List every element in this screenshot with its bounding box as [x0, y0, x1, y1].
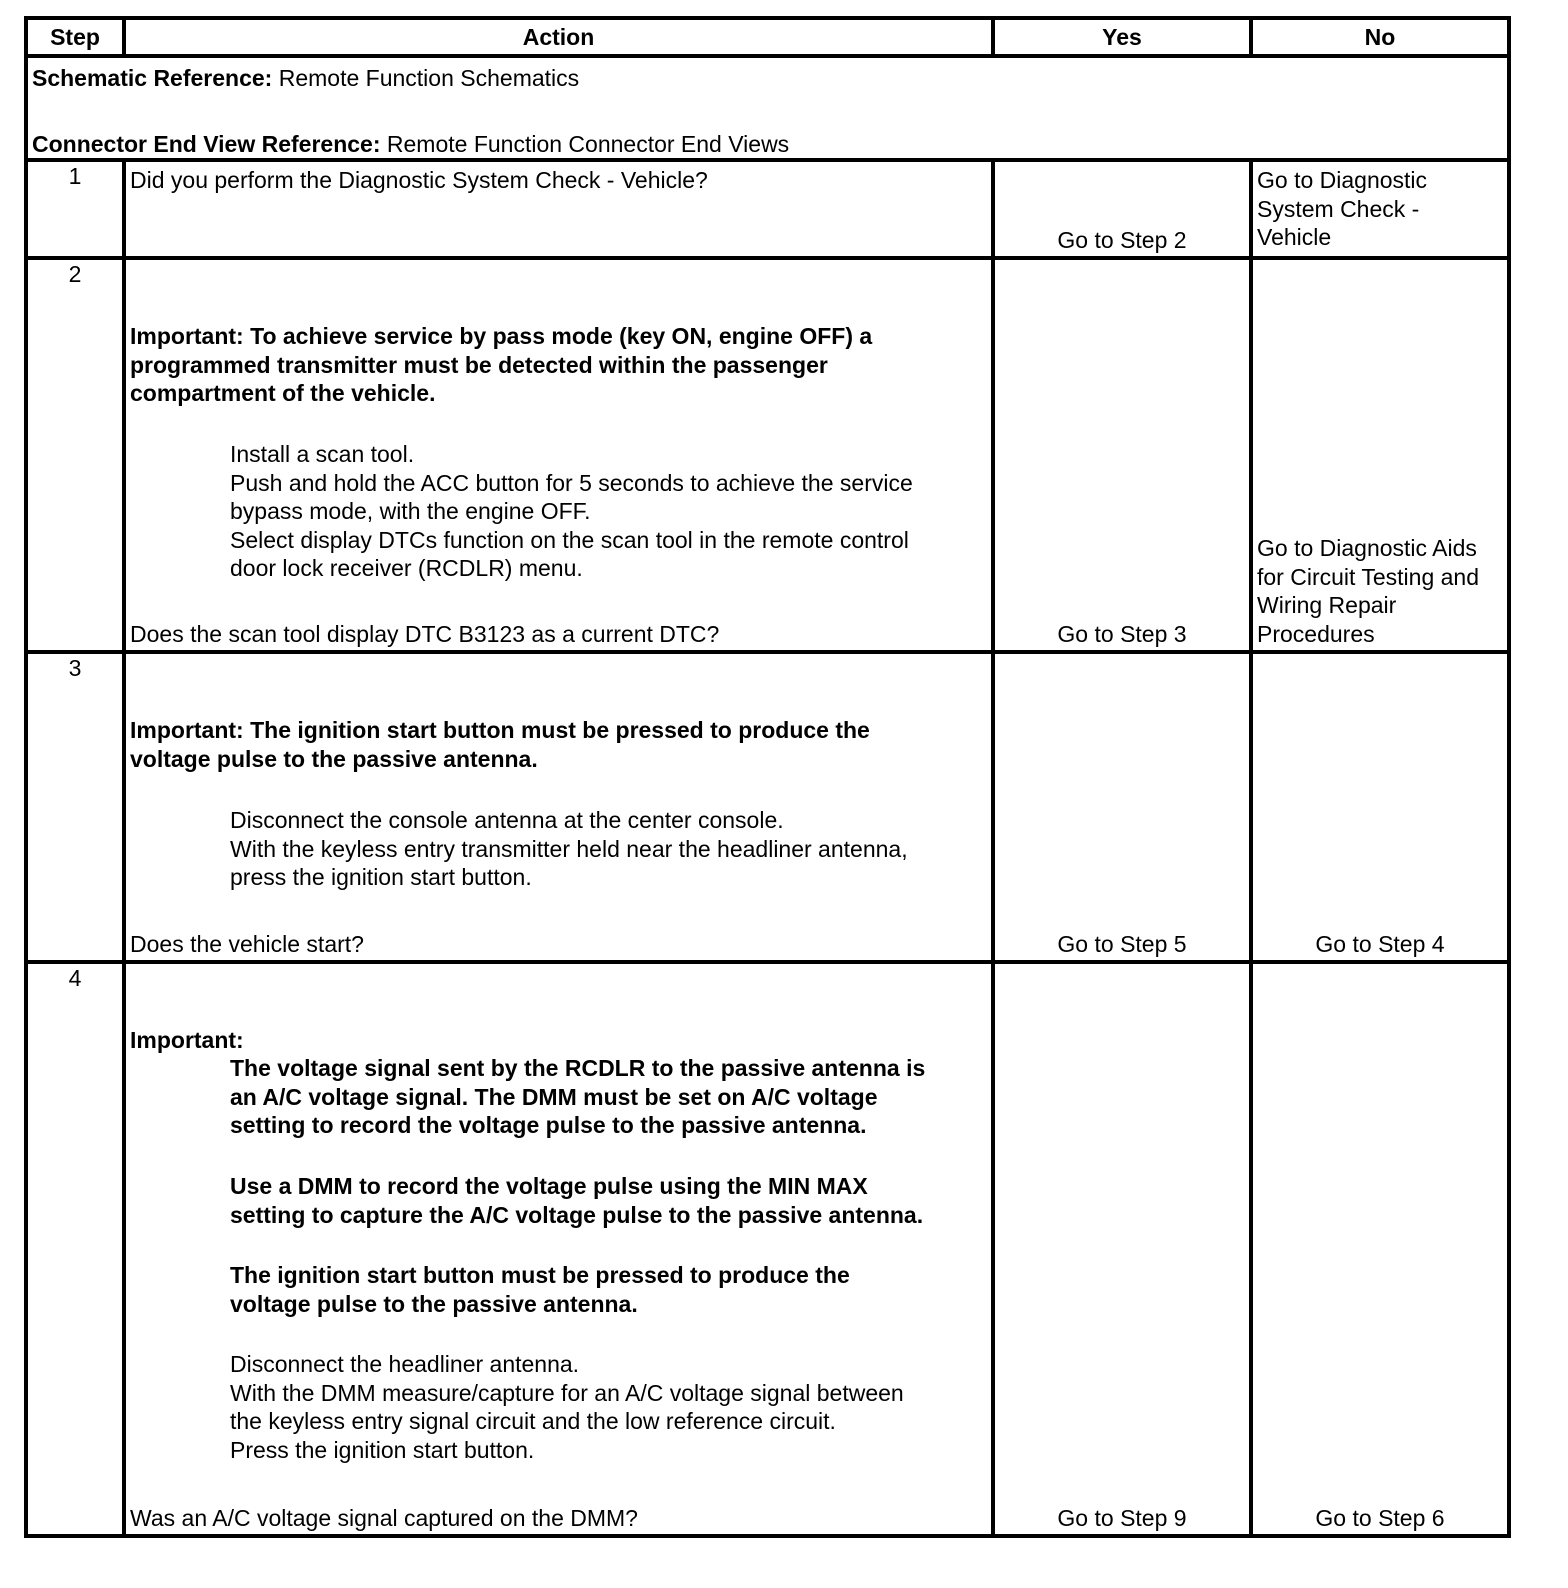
yes-result: Go to Step 2 [1057, 226, 1187, 253]
action-line: Press the ignition start button. [230, 1436, 535, 1463]
step-row-3 [26, 652, 1509, 962]
connector-reference-label: Connector End View Reference: [32, 131, 381, 157]
important-line: Use a DMM to record the voltage pulse using the MIN MAX [230, 1173, 868, 1199]
important-line: setting to capture the A/C voltage pulse to the passive antenna. [230, 1201, 924, 1228]
step-question: Does the scan tool display DTC B3123 as a current DTC? [130, 620, 720, 647]
schematic-reference-value: Remote Function Schematics [278, 65, 580, 91]
yes-result: Go to Step 3 [1057, 620, 1187, 647]
header-row [26, 18, 1509, 56]
important-line: programmed transmitter must be detected within the passenger [130, 351, 828, 378]
step-no [1251, 258, 1509, 652]
action-line: With the DMM measure/capture for an A/C voltage signal between [230, 1379, 904, 1406]
header-no: No [1251, 18, 1509, 56]
action-line: press the ignition start button. [230, 864, 532, 890]
no-result-line: Vehicle [1257, 224, 1332, 250]
no-result [1257, 534, 1505, 648]
action-line: Push and hold the ACC button for 5 seconds to achieve the service [230, 469, 913, 496]
important-note [130, 1261, 987, 1318]
important-note [130, 1172, 987, 1229]
step-yes [993, 962, 1251, 1536]
step-no [1251, 160, 1509, 258]
no-result: Go to Step 6 [1315, 1504, 1445, 1531]
step-question: Did you perform the Diagnostic System Check - Vehicle? [130, 167, 708, 193]
important-line: voltage pulse to the passive antenna. [230, 1290, 638, 1317]
step-yes [993, 258, 1251, 652]
header-yes: Yes [993, 18, 1251, 56]
important-label: Important: [130, 1027, 244, 1053]
action-list [130, 806, 987, 892]
step-action [124, 962, 993, 1536]
action-list [130, 440, 987, 583]
references-cell [26, 56, 1509, 160]
step-no [1251, 652, 1509, 962]
action-line: door lock receiver (RCDLR) menu. [230, 555, 583, 581]
action-line: the keyless entry signal circuit and the low reference circuit. [230, 1408, 836, 1434]
step-row-2 [26, 258, 1509, 652]
no-result-line: for Circuit Testing and [1257, 563, 1480, 590]
connector-reference-value: Remote Function Connector End Views [386, 131, 790, 157]
important-note [130, 1054, 987, 1140]
step-number: 3 [26, 652, 124, 962]
connector-reference [32, 130, 789, 159]
step-action [124, 160, 993, 258]
step-question: Was an A/C voltage signal captured on the DMM? [130, 1504, 638, 1531]
no-result-line: Go to Diagnostic Aids [1257, 535, 1477, 561]
step-row-4 [26, 962, 1509, 1536]
step-action [124, 652, 993, 962]
no-result-line: System Check - [1257, 195, 1420, 222]
action-line: Select display DTCs function on the scan tool in the remote control [230, 526, 909, 553]
important-line: voltage pulse to the passive antenna. [130, 745, 538, 772]
header-step: Step [26, 18, 124, 56]
action-line: Install a scan tool. [230, 441, 415, 467]
important-line: setting to record the voltage pulse to the passive antenna. [230, 1112, 867, 1138]
step-no [1251, 962, 1509, 1536]
no-result: Go to Step 4 [1315, 930, 1445, 957]
step-yes [993, 652, 1251, 962]
no-result-line: Procedures [1257, 620, 1375, 647]
important-line: an A/C voltage signal. The DMM must be set on A/C voltage [230, 1083, 878, 1110]
important-line: The voltage signal sent by the RCDLR to the passive antenna is [230, 1055, 926, 1081]
important-line: The ignition start button must be pressed to produce the [230, 1262, 850, 1288]
action-list [130, 1350, 987, 1464]
important-line: compartment of the vehicle. [130, 380, 436, 406]
action-line: bypass mode, with the engine OFF. [230, 498, 591, 524]
yes-result: Go to Step 9 [1057, 1504, 1187, 1531]
references-row [26, 56, 1509, 160]
header-action: Action [124, 18, 993, 56]
step-number: 4 [26, 962, 124, 1536]
schematic-reference [32, 64, 579, 93]
important-note [130, 322, 987, 408]
important-note [130, 716, 987, 773]
step-number: 1 [26, 160, 124, 258]
schematic-reference-label: Schematic Reference: [32, 65, 273, 91]
step-question: Does the vehicle start? [130, 930, 364, 957]
important-line: Important: To achieve service by pass mode (key ON, engine OFF) a [130, 323, 873, 349]
step-yes [993, 160, 1251, 258]
action-line: With the keyless entry transmitter held near the headliner antenna, [230, 835, 908, 862]
no-result [1257, 166, 1505, 252]
diagnostic-table [24, 16, 1511, 1538]
step-row-1 [26, 160, 1509, 258]
action-line: Disconnect the headliner antenna. [230, 1351, 580, 1377]
important-line: Important: The ignition start button must be pressed to produce the [130, 717, 870, 743]
action-line: Disconnect the console antenna at the center console. [230, 807, 784, 833]
step-number: 2 [26, 258, 124, 652]
step-action [124, 258, 993, 652]
no-result-line: Go to Diagnostic [1257, 167, 1428, 193]
yes-result: Go to Step 5 [1057, 930, 1187, 957]
no-result-line: Wiring Repair [1257, 592, 1397, 618]
